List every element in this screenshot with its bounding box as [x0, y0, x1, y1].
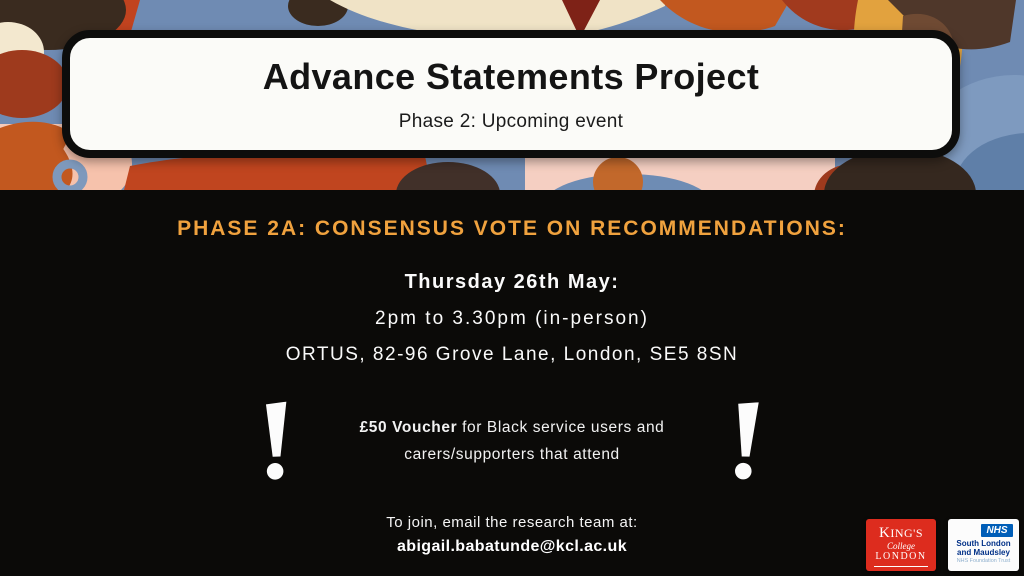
voucher-amount: £50 Voucher [359, 419, 458, 436]
contact-instruction: To join, email the research team at: [386, 514, 638, 531]
page-title: Advance Statements Project [262, 55, 760, 97]
page-subtitle: Phase 2: Upcoming event [398, 110, 624, 132]
exclamation-icon [259, 401, 296, 480]
phase-heading: PHASE 2A: CONSENSUS VOTE ON RECOMMENDATIONS: [177, 217, 847, 240]
kcl-logo-line3: LONDON [875, 551, 927, 562]
voucher-callout [0, 402, 1024, 480]
kings-college-london-logo [866, 519, 936, 571]
nhs-foundation-label: NHS Foundation Trust [956, 558, 1011, 564]
nhs-trust-name-line1: South London [956, 539, 1011, 548]
nhs-trust-name [948, 539, 1019, 557]
nhs-acronym-badge: NHS [981, 524, 1013, 537]
exclamation-icon [729, 402, 765, 481]
kcl-logo-line1: KING'S [878, 525, 923, 541]
event-location: ORTUS, 82-96 Grove Lane, London, SE5 8SN [285, 344, 739, 365]
nhs-slam-logo [948, 519, 1019, 571]
voucher-text [322, 414, 702, 468]
title-card [62, 30, 960, 158]
voucher-rest: for Black service users and [457, 419, 665, 436]
voucher-line2: carers/supporters that attend [404, 446, 620, 463]
event-time: 2pm to 3.30pm (in-person) [375, 308, 649, 329]
kcl-logo-rule [874, 566, 928, 567]
contact-email: abigail.babatunde@kcl.ac.uk [396, 538, 628, 555]
kcl-logo-line2: College [887, 541, 915, 551]
nhs-trust-name-line2: and Maudsley [957, 548, 1010, 557]
event-date: Thursday 26th May: [404, 271, 620, 293]
